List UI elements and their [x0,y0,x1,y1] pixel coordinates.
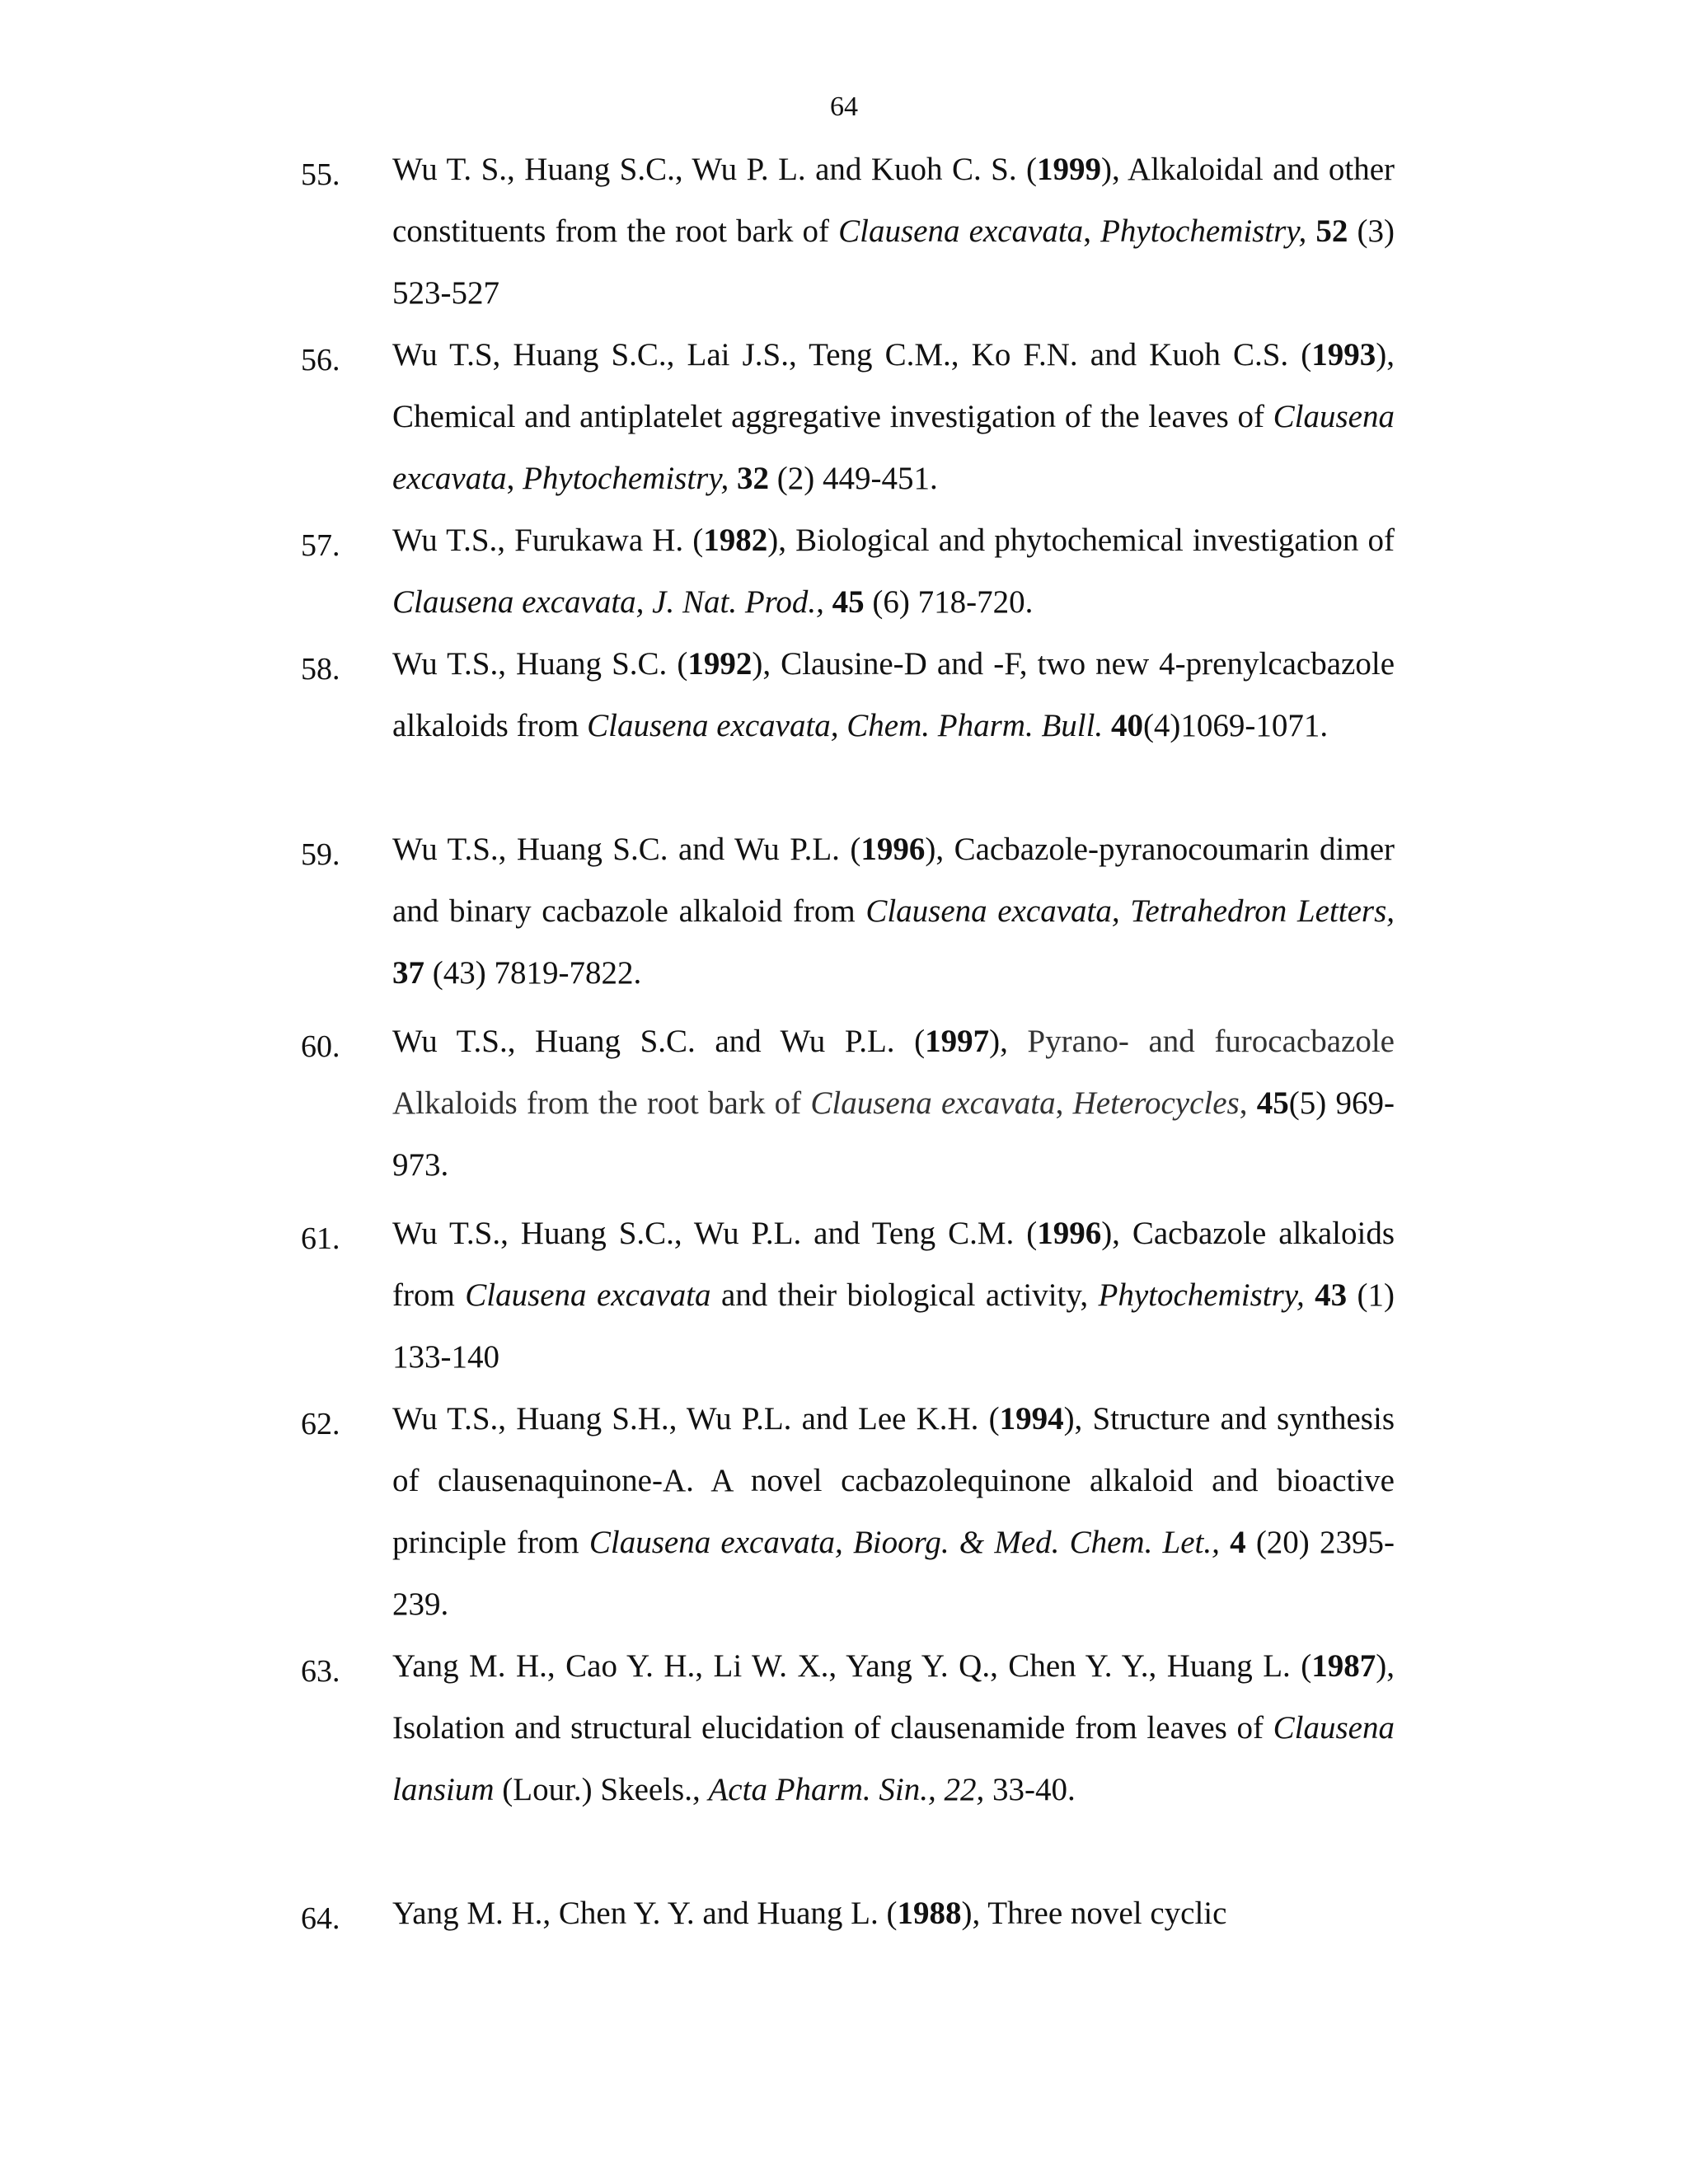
reference-segment: Acta Pharm. Sin., 22, [708,1772,985,1807]
reference-segment: Yang M. H., Cao Y. H., Li W. X., Yang Y. Q., Chen Y. Y., Huang L. ( [392,1648,1312,1684]
reference-segment: 45 [1256,1085,1289,1121]
reference-segment: Wu T.S., Furukawa H. ( [392,523,704,558]
reference-segment: ), Alkaloidal and other constituents from the root bark of [392,152,1395,249]
reference-text [392,324,1395,509]
reference-segment: (3) 523-527 [392,213,1395,311]
reference-segment: Clausena excavata, Chem. Pharm. Bull. [587,708,1104,743]
reference-text [392,633,1395,757]
reference-segment [1305,1277,1315,1313]
reference-number: 58. [301,652,340,687]
reference-segment: Yang M. H., Chen Y. Y. and Huang L. ( [392,1896,898,1931]
reference-segment: 52 [1315,213,1348,249]
reference-segment: Clausena excavata [810,1085,1056,1121]
reference-segment: (Lour.) Skeels., [494,1772,709,1807]
reference-segment: Wu T.S., Huang S.H., Wu P.L. and Lee K.H. ( [392,1401,1000,1436]
reference-number: 57. [301,528,340,563]
reference-segment: (1) 133-140 [392,1277,1395,1375]
reference-segment: 37 [392,955,424,991]
reference-segment: Wu T.S, Huang S.C., Lai J.S., Teng C.M., Ko F.N. and Kuoh C.S. ( [392,337,1312,373]
reference-segment: Phytochemistry, [1100,213,1307,249]
reference-segment: and their biological activity, [710,1277,1099,1313]
reference-segment: Wu T.S., Huang S.C. and Wu P.L. ( [392,1024,926,1059]
reference-segment: 1992 [687,646,753,682]
reference-segment: (6) 718-720. [864,584,1034,620]
reference-text [392,1635,1395,1821]
reference-segment [1306,213,1315,249]
reference-segment: Clausena excavata [392,399,1395,496]
reference-segment: ), Cacbazole alkaloids from [392,1216,1395,1313]
reference-number: 63. [301,1654,340,1689]
reference-segment: Clausena lansium [392,1710,1395,1807]
reference-number: 60. [301,1029,340,1064]
reference-segment: , [1055,1085,1073,1121]
reference-segment [1220,1525,1230,1560]
reference-segment: 1988 [897,1896,962,1931]
reference-segment: (2) 449-451. [769,461,938,496]
reference-segment: 1997 [925,1024,990,1059]
reference-text [392,1202,1395,1388]
reference-segment: 1982 [703,523,768,558]
reference-segment: ), Isolation and structural elucidation of clausenamide from leaves of [392,1648,1395,1746]
reference-segment [729,461,737,496]
reference-segment: ), Biological and phytochemical investigation of [767,523,1395,558]
reference-segment: 1993 [1311,337,1376,373]
reference-segment [1103,708,1111,743]
reference-segment: ), Structure and synthesis of clausenaquinone-A. A novel cacbazolequinone alkaloid and bioactive principle from [392,1401,1395,1560]
reference-segment: ), Cacbazole-pyranocoumarin dimer and binary cacbazole alkaloid from [392,832,1395,929]
reference-number: 55. [301,157,340,192]
reference-segment: Wu T. S., Huang S.C., Wu P. L. and Kuoh C. S. ( [392,152,1038,187]
reference-text [392,138,1395,324]
reference-segment: 1987 [1311,1648,1376,1684]
reference-number: 62. [301,1407,340,1441]
reference-segment: ), [989,1024,1028,1059]
reference-segment: , [1239,1085,1257,1121]
reference-segment: 45 [832,584,865,620]
reference-segment: 40 [1110,708,1143,743]
reference-segment: Wu T.S., Huang S.C. and Wu P.L. ( [392,832,861,867]
reference-segment: Clausena excavata, Tetrahedron Letters, [865,893,1395,929]
reference-segment: Clausena excavata [838,213,1084,249]
reference-number: 61. [301,1221,340,1256]
reference-segment: , [506,461,523,496]
reference-number: 59. [301,837,340,872]
reference-segment: , [1083,213,1101,249]
reference-segment: Clausena excavata [465,1277,711,1313]
reference-segment: Phytochemistry, [1098,1277,1305,1313]
reference-segment: Wu T.S., Huang S.C., Wu P.L. and Teng C.M. ( [392,1216,1038,1251]
reference-segment: Wu T.S., Huang S.C. ( [392,646,688,682]
reference-segment: 4 [1230,1525,1246,1560]
reference-segment: 43 [1315,1277,1348,1313]
reference-segment: Heterocycles [1072,1085,1240,1121]
reference-text [392,1010,1395,1196]
reference-number: 64. [301,1901,340,1936]
reference-segment: 1996 [860,832,926,867]
reference-segment: (4)1069-1071. [1142,708,1329,743]
reference-segment: ), Clausine-D and -F, two new 4-prenylcacbazole alkaloids from [392,646,1395,743]
reference-segment: 1999 [1037,152,1102,187]
page-number: 64 [830,91,858,122]
reference-segment: Phytochemistry, [523,461,729,496]
reference-segment: ), Chemical and antiplatelet aggregative investigation of the leaves of [392,337,1395,434]
reference-segment: (20) 2395-239. [392,1525,1395,1622]
reference-segment: 32 [737,461,770,496]
reference-segment: 33-40. [984,1772,1076,1807]
reference-segment: 1996 [1037,1216,1102,1251]
reference-segment: (43) 7819-7822. [424,955,642,991]
reference-text [392,1388,1395,1635]
reference-segment [824,584,832,620]
reference-segment: Clausena excavata, J. Nat. Prod., [392,584,824,620]
reference-segment: ), Three novel cyclic [961,1896,1227,1931]
reference-text [392,818,1395,1004]
reference-text [392,509,1395,633]
reference-number: 56. [301,343,340,377]
reference-segment: Pyrano- and furocacbazole Alkaloids from the root bark of [392,1024,1395,1121]
reference-text [392,1882,1395,1944]
reference-segment: Clausena excavata, Bioorg. & Med. Chem. Let., [588,1525,1220,1560]
reference-segment: (5) 969-973. [392,1085,1395,1183]
reference-segment: 1994 [999,1401,1064,1436]
